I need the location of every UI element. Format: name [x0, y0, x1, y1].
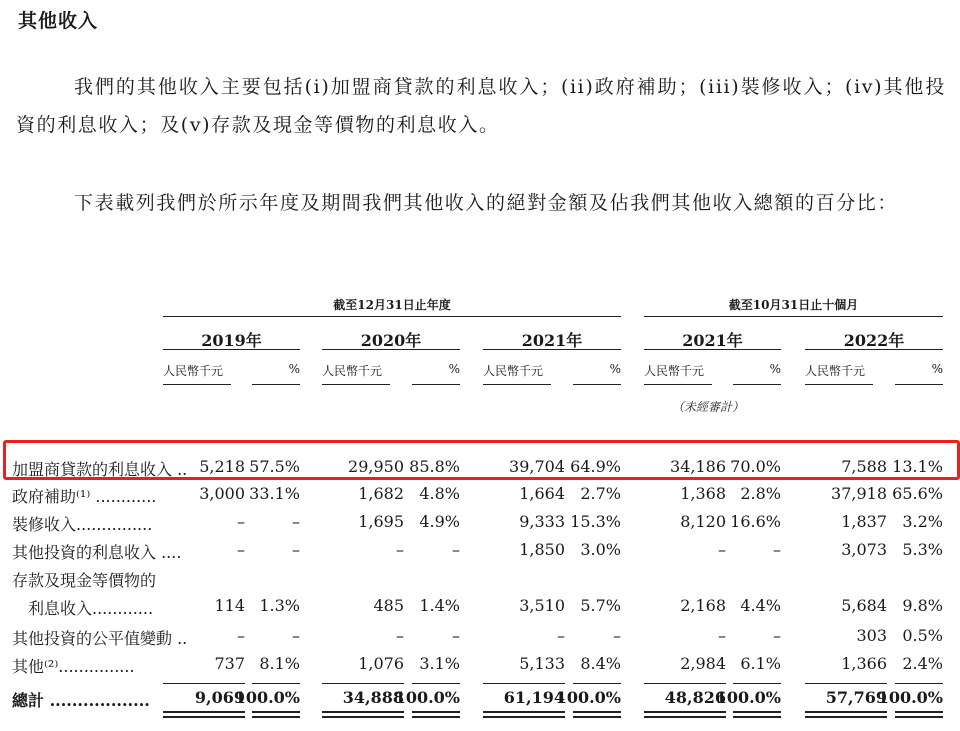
- row-value: 9,333: [519, 512, 565, 531]
- row-label: 其他投資的公平值變動 ..: [12, 629, 188, 648]
- unit-pct: %: [288, 362, 300, 376]
- row-value: 29,950: [348, 457, 404, 476]
- unit-underline-rmb: [805, 384, 873, 385]
- row-value: 303: [856, 626, 887, 645]
- row-value: –: [237, 540, 245, 559]
- total-double-underline: [252, 711, 300, 718]
- row-value: 15.3%: [570, 512, 621, 531]
- total-overline-rmb: [163, 683, 245, 684]
- row-value: 1,837: [841, 512, 887, 531]
- row-value: 3,510: [519, 596, 565, 615]
- year-header: 2022年: [843, 331, 905, 350]
- total-double-underline: [805, 711, 887, 718]
- row-value: 2.7%: [580, 484, 621, 503]
- total-value: 100.0%: [555, 688, 621, 707]
- total-value: 9,069: [194, 688, 245, 707]
- unit-pct: %: [931, 362, 943, 376]
- row-label: 利息收入............: [12, 599, 154, 618]
- year-header: 2020年: [360, 331, 422, 350]
- total-overline-rmb: [644, 683, 726, 684]
- row-value: –: [718, 540, 726, 559]
- unit-underline-pct: [412, 384, 460, 385]
- row-value: –: [396, 540, 404, 559]
- row-value: 33.1%: [249, 484, 300, 503]
- row-value: 2.4%: [902, 654, 943, 673]
- total-double-underline: [483, 711, 565, 718]
- row-value: 9.8%: [902, 596, 943, 615]
- year-underline: [483, 349, 621, 350]
- row-value: –: [237, 626, 245, 645]
- row-value: 3,000: [199, 484, 245, 503]
- row-label: 加盟商貸款的利息收入 ..: [12, 460, 188, 479]
- row-label: 其他投資的利息收入 ....: [12, 543, 182, 562]
- row-value: 64.9%: [570, 457, 621, 476]
- row-value: 7,588: [841, 457, 887, 476]
- row-value: –: [292, 512, 300, 531]
- row-value: 8.4%: [580, 654, 621, 673]
- row-value: –: [718, 626, 726, 645]
- total-double-underline: [322, 711, 404, 718]
- row-value: 6.1%: [740, 654, 781, 673]
- total-value: 100.0%: [877, 688, 943, 707]
- unit-rmb: 人民幣千元: [163, 364, 224, 378]
- unit-underline-rmb: [322, 384, 390, 385]
- total-label: 總計 ..................: [12, 691, 150, 710]
- row-value: –: [292, 626, 300, 645]
- section-heading: 其他收入: [18, 10, 99, 32]
- unit-underline-rmb: [644, 384, 712, 385]
- row-value: –: [237, 512, 245, 531]
- row-value: 3,073: [841, 540, 887, 559]
- year-header: 2019年: [201, 331, 262, 350]
- row-value: 70.0%: [730, 457, 781, 476]
- total-overline-pct: [412, 683, 460, 684]
- row-value: 65.6%: [892, 484, 943, 503]
- row-value: 85.8%: [409, 457, 460, 476]
- row-value: 4.8%: [419, 484, 460, 503]
- row-value: –: [773, 626, 781, 645]
- unit-underline-rmb: [163, 384, 231, 385]
- total-value: 100.0%: [715, 688, 781, 707]
- total-value: 34,888: [342, 688, 404, 707]
- row-label: 裝修收入...............: [12, 515, 153, 534]
- row-value: 3.1%: [419, 654, 460, 673]
- total-value: 48,826: [664, 688, 726, 707]
- row-value: 1,366: [841, 654, 887, 673]
- row-value: 1,076: [358, 654, 404, 673]
- unit-underline-pct: [733, 384, 781, 385]
- row-value: –: [292, 540, 300, 559]
- total-double-underline: [573, 711, 621, 718]
- row-value: 39,704: [509, 457, 565, 476]
- total-overline-pct: [895, 683, 943, 684]
- total-value: 61,194: [503, 688, 565, 707]
- group-header-ten-months: 截至10月31日止十個月: [728, 298, 859, 312]
- unit-underline-pct: [573, 384, 621, 385]
- unit-rmb: 人民幣千元: [644, 364, 705, 378]
- row-label: 政府補助⁽¹⁾ ............: [12, 487, 157, 506]
- year-underline: [163, 349, 300, 350]
- row-value: –: [773, 540, 781, 559]
- unit-underline-rmb: [483, 384, 551, 385]
- row-label: 其他⁽²⁾...............: [12, 657, 135, 676]
- row-value: 37,918: [831, 484, 887, 503]
- row-value: 1.4%: [419, 596, 460, 615]
- unit-rmb: 人民幣千元: [322, 364, 383, 378]
- year-underline: [322, 349, 460, 350]
- row-value: 8,120: [680, 512, 726, 531]
- row-value: 5.7%: [580, 596, 621, 615]
- row-value: 5,684: [841, 596, 887, 615]
- unit-underline-pct: [252, 384, 300, 385]
- paragraph-intro: 我們的其他收入主要包括(i)加盟商貸款的利息收入；(ii)政府補助；(iii)裝修收入；(iv)其他投資的利息收入；及(v)存款及現金等價物的利息收入。: [16, 76, 946, 136]
- unit-rmb: 人民幣千元: [483, 364, 544, 378]
- row-value: 3.0%: [580, 540, 621, 559]
- row-value: 4.4%: [740, 596, 781, 615]
- year-underline: [805, 349, 943, 350]
- group-underline-ten-months: [644, 316, 943, 317]
- row-value: 8.1%: [259, 654, 300, 673]
- row-value: 1,664: [519, 484, 565, 503]
- unit-pct: %: [448, 362, 460, 376]
- row-value: 2,984: [680, 654, 726, 673]
- row-value: 1,850: [519, 540, 565, 559]
- total-double-underline: [895, 711, 943, 718]
- row-value: –: [396, 626, 404, 645]
- paragraph-table-intro: 下表載列我們於所示年度及期間我們其他收入的絕對金額及佔我們其他收入總額的百分比：: [74, 192, 899, 214]
- year-header: 2021年: [521, 331, 583, 350]
- row-value: 5.3%: [902, 540, 943, 559]
- total-value: 100.0%: [234, 688, 300, 707]
- row-value: –: [613, 626, 621, 645]
- unit-pct: %: [769, 362, 781, 376]
- group-header-annual: 截至12月31日止年度: [333, 298, 451, 312]
- year-underline: [644, 349, 781, 350]
- total-overline-rmb: [805, 683, 887, 684]
- total-value: 100.0%: [394, 688, 460, 707]
- total-double-underline: [412, 711, 460, 718]
- row-value: –: [452, 626, 460, 645]
- total-double-underline: [733, 711, 781, 718]
- unaudited-note: （未經審計）: [672, 400, 745, 414]
- total-double-underline: [644, 711, 726, 718]
- row-value: 5,133: [519, 654, 565, 673]
- total-overline-pct: [733, 683, 781, 684]
- row-value: 3.2%: [902, 512, 943, 531]
- total-double-underline: [163, 711, 245, 718]
- row-value: 737: [214, 654, 245, 673]
- row-value: 5,218: [199, 457, 245, 476]
- row-value: –: [557, 626, 565, 645]
- row-value: 57.5%: [249, 457, 300, 476]
- unit-underline-pct: [895, 384, 943, 385]
- unit-rmb: 人民幣千元: [805, 364, 866, 378]
- row-value: 13.1%: [892, 457, 943, 476]
- row-value: 1,682: [358, 484, 404, 503]
- row-value: 34,186: [670, 457, 726, 476]
- row-value: 16.6%: [730, 512, 781, 531]
- row-value: 485: [373, 596, 404, 615]
- row-value: 2.8%: [740, 484, 781, 503]
- total-overline-rmb: [483, 683, 565, 684]
- row-value: 0.5%: [902, 626, 943, 645]
- row-value: 1,368: [680, 484, 726, 503]
- row-value: –: [452, 540, 460, 559]
- row-value: 1.3%: [259, 596, 300, 615]
- total-overline-pct: [252, 683, 300, 684]
- total-overline-pct: [573, 683, 621, 684]
- row-value: 2,168: [680, 596, 726, 615]
- group-underline-annual: [163, 316, 621, 317]
- row-value: 114: [214, 596, 245, 615]
- year-header: 2021年: [682, 331, 743, 350]
- unit-pct: %: [609, 362, 621, 376]
- total-overline-rmb: [322, 683, 404, 684]
- row-value: 4.9%: [419, 512, 460, 531]
- row-value: 1,695: [358, 512, 404, 531]
- row-label: 存款及現金等價物的: [12, 571, 157, 590]
- total-value: 57,769: [825, 688, 887, 707]
